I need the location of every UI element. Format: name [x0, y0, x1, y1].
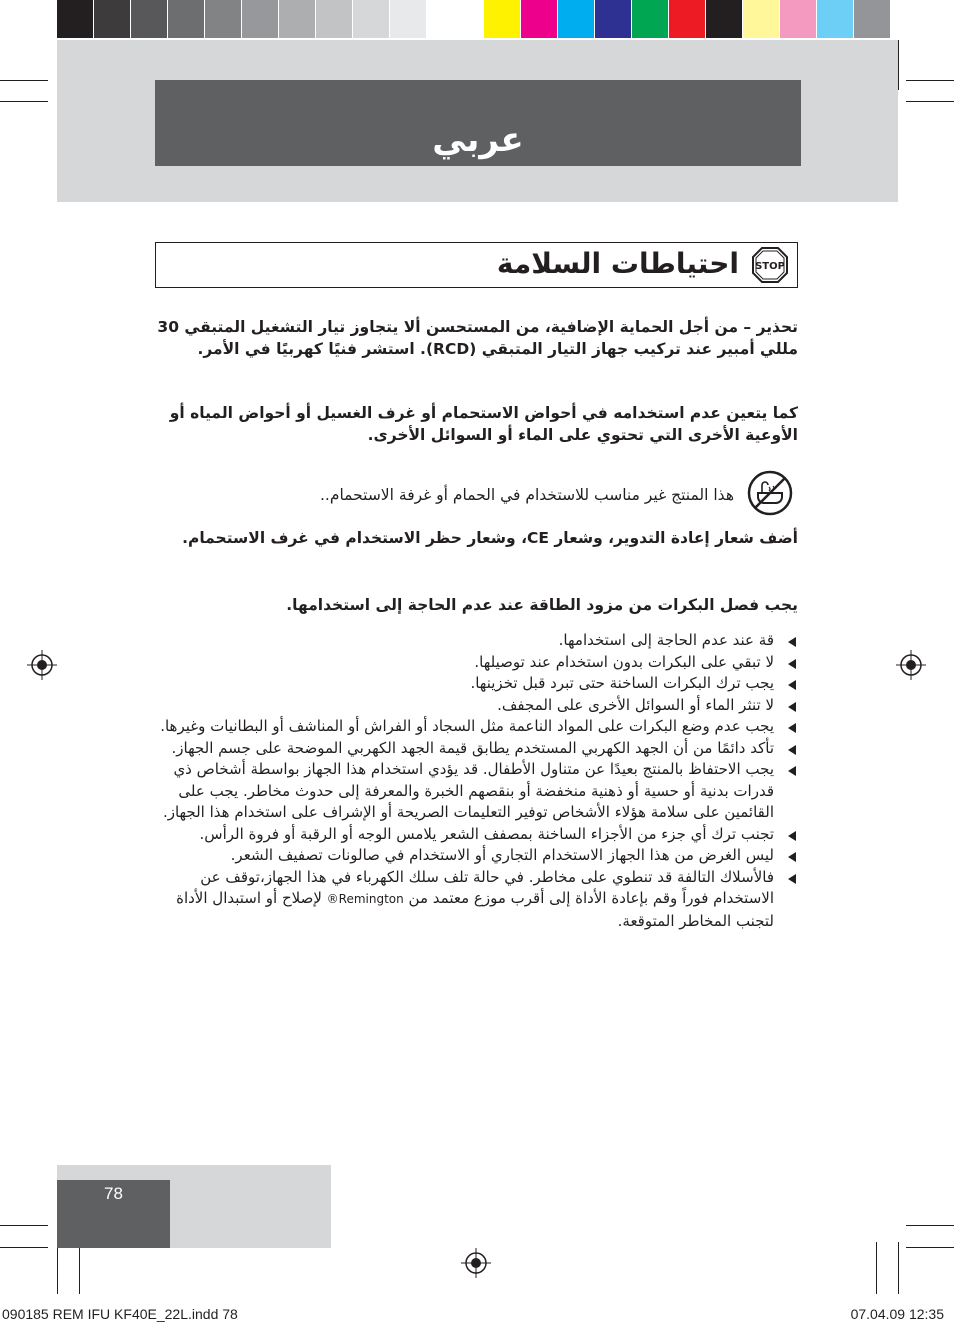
gray-swatch	[57, 0, 94, 38]
crop-mark	[906, 1225, 954, 1226]
bullet-triangle-icon	[788, 702, 796, 712]
color-swatch	[484, 0, 521, 38]
file-slug: 090185 REM IFU KF40E_22L.indd 78	[2, 1306, 238, 1322]
crop-mark	[906, 101, 954, 102]
list-item: تأكد دائمًا من أن الجهد الكهربي المستخدم يطابق قيمة الجهد الكهربي الموضحة على جسم الجهاز.	[158, 738, 798, 760]
language-title: عربي	[432, 120, 524, 160]
registration-mark-icon	[896, 650, 926, 680]
bullet-triangle-icon	[788, 680, 796, 690]
color-swatch	[558, 0, 595, 38]
crop-mark	[906, 1247, 954, 1248]
color-swatch	[706, 0, 743, 38]
crop-mark	[876, 1242, 877, 1294]
bullet-triangle-icon	[788, 637, 796, 647]
safety-bullet-list	[158, 630, 798, 932]
list-item: ليس الغرض من هذا الجهاز الاستخدام التجاري أو الاستخدام في صالونات تصفيف الشعر.	[158, 845, 798, 867]
crop-mark	[898, 1242, 899, 1294]
date-slug: 07.04.09 12:35	[850, 1306, 944, 1322]
bullet-triangle-icon	[788, 852, 796, 862]
crop-mark	[0, 1247, 48, 1248]
page-number-box	[57, 1180, 170, 1248]
gray-swatch	[427, 0, 464, 38]
registration-mark-icon	[461, 1248, 491, 1278]
section-title: احتياطات السلامة	[496, 247, 739, 280]
bullet-triangle-icon	[788, 766, 796, 776]
warning-rcd-paragraph: تحذير – من أجل الحماية الإضافية، من المستحسن ألا يتجاوز تيار التشغيل المتبقي 30 مللي أمبير عند تركيب جهاز التيار المتبقي (RCD). استشر فنيًا كهربيًا في الأمر.	[157, 318, 798, 358]
recycle-logo-note: أضف شعار إعادة التدوير، وشعار CE، وشعار حظر الاستخدام في غرف الاستحمام.	[182, 529, 798, 547]
crop-mark	[0, 1225, 48, 1226]
gray-swatch	[131, 0, 168, 38]
crop-mark	[79, 1242, 80, 1294]
bath-warning-text: هذا المنتج غير مناسب للاستخدام في الحمام أو غرفة الاستحمام..	[320, 486, 734, 504]
crop-mark	[906, 80, 954, 81]
color-swatch	[854, 0, 891, 38]
gray-swatch	[94, 0, 131, 38]
color-swatch	[743, 0, 780, 38]
no-bath-icon	[747, 470, 793, 516]
stop-sign-icon	[751, 246, 789, 284]
crop-mark	[898, 40, 899, 90]
crop-mark	[0, 101, 48, 102]
color-swatch	[780, 0, 817, 38]
list-item: يجب ترك البكرات الساخنة حتى تبرد قبل تخزينها.	[158, 673, 798, 695]
registration-mark-icon	[27, 650, 57, 680]
list-item: يجب عدم وضع البكرات على المواد الناعمة مثل السجاد أو الفراش أو المناشف أو البطانيات وغيرها.	[158, 716, 798, 738]
gray-swatch	[242, 0, 279, 38]
bullet-triangle-icon	[788, 745, 796, 755]
color-swatch	[632, 0, 669, 38]
list-item: فالأسلاك التالفة قد تنطوي على مخاطر. في حالة تلف سلك الكهرباء في هذا الجهاز،توقف عن الاستخدام فوراً وقم بإعادة الأداة إلى أقرب موزع معتمد من ®Remington لإصلاح أو استبدال الأداة لتجنب المخاطر المتوقعة.	[158, 867, 798, 933]
bullet-triangle-icon	[788, 831, 796, 841]
list-item: تجنب ترك أي جزء من الأجزاء الساخنة بمصفف الشعر يلامس الوجه أو الرقبة أو فروة الرأس.	[158, 824, 798, 846]
crop-mark	[57, 1242, 58, 1294]
color-swatch	[521, 0, 558, 38]
brand-name: ®Remington	[326, 892, 404, 906]
stop-sign-label: STOP	[755, 261, 785, 272]
list-item: لا تنثر الماء أو السوائل الأخرى على المجفف.	[158, 695, 798, 717]
gray-color-bar	[57, 0, 464, 38]
header-bar	[155, 80, 801, 166]
section-heading-box	[155, 242, 798, 288]
list-item: يجب الاحتفاظ بالمنتج بعيدًا عن متناول الأطفال. قد يؤدي استخدام هذا الجهاز بواسطة أشخاص ذي قدرات بدنية أو حسية أو ذهنية منخفضة أو بنقصهم الخبرة والمعرفة إلى حدوث مخاطر. يجب على القائمين على سلامة هؤلاء الأشخاص توفير التعليمات الصريحة أو الإشراف على استخدام هذا الجهاز.	[158, 759, 798, 824]
page-number: 78	[104, 1184, 123, 1203]
list-item: قة عند عدم الحاجة إلى استخدامها.	[158, 630, 798, 652]
unplug-instruction: يجب فصل البكرات من مزود الطاقة عند عدم الحاجة إلى استخدامها.	[286, 596, 798, 614]
gray-swatch	[353, 0, 390, 38]
warning-water-paragraph: كما يتعين عدم استخدامه في أحواض الاستحمام أو غرف الغسيل أو أحواض المياه أو الأوعية الأخرى التي تحتوي على الماء أو السوائل الأخرى.	[169, 404, 798, 444]
bullet-triangle-icon	[788, 723, 796, 733]
gray-swatch	[316, 0, 353, 38]
list-item: لا تبقي على البكرات بدون استخدام عند توصيلها.	[158, 652, 798, 674]
bullet-triangle-icon	[788, 659, 796, 669]
bullet-triangle-icon	[788, 874, 796, 884]
process-color-bar	[484, 0, 891, 38]
gray-swatch	[390, 0, 427, 38]
crop-mark	[0, 80, 48, 81]
gray-swatch	[205, 0, 242, 38]
gray-swatch	[279, 0, 316, 38]
color-swatch	[669, 0, 706, 38]
color-swatch	[595, 0, 632, 38]
color-swatch	[817, 0, 854, 38]
gray-swatch	[168, 0, 205, 38]
